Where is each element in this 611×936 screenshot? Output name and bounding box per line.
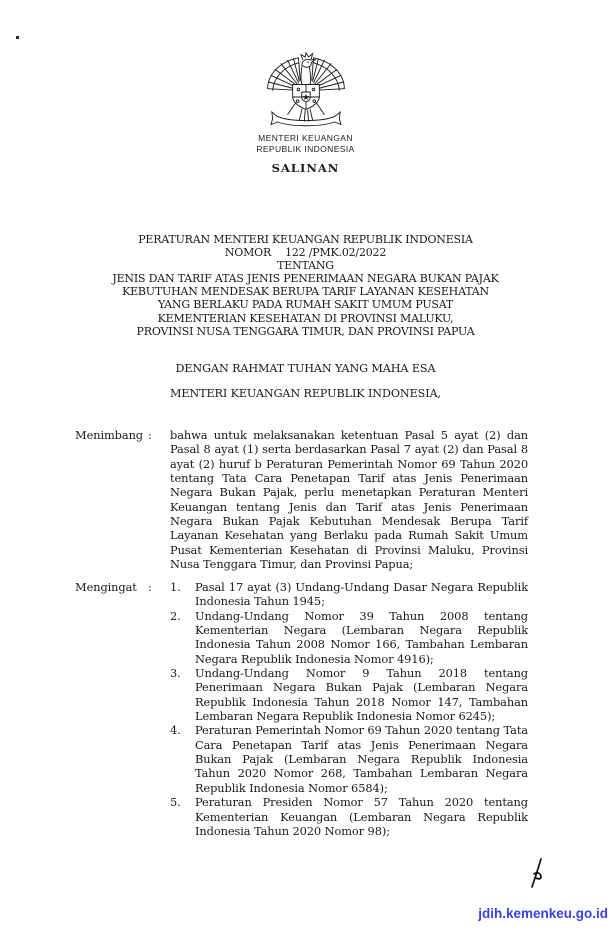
item-number: 4. <box>170 723 181 738</box>
regulation-title <box>0 233 611 338</box>
legal-basis-label: Mengingat <box>75 580 137 594</box>
subject-line: KEBUTUHAN MENDESAK BERUPA TARIF LAYANAN KESEHATAN <box>122 285 489 299</box>
legal-basis-item <box>170 723 528 795</box>
authority-line: MENTERI KEUANGAN REPUBLIK INDONESIA, <box>169 387 442 400</box>
subject-line: KEMENTERIAN KESEHATAN DI PROVINSI MALUKU, <box>157 311 454 325</box>
item-number: 3. <box>170 666 181 681</box>
legal-basis-item <box>170 666 528 723</box>
garuda-pancasila-emblem <box>260 52 352 132</box>
jdih-footer-link[interactable]: jdih.kemenkeu.go.id <box>478 906 608 921</box>
item-text: Undang-Undang Nomor 9 Tahun 2018 tentang Penerimaan Negara Bukan Pajak (Lembaran Negara Republik Indonesia Tahun 2018 Nomor 147, Tambahan Lembaran Negara Republik Indonesia Nomor 6245); <box>195 666 528 724</box>
handwritten-initial-mark <box>527 857 549 891</box>
legal-basis-item <box>170 580 528 609</box>
copy-stamp: SALINAN <box>271 161 340 175</box>
considering-label: Menimbang <box>75 428 143 442</box>
item-number: 1. <box>170 580 181 594</box>
considering-section <box>75 428 528 571</box>
item-text: Pasal 17 ayat (3) Undang-Undang Dasar Negara Republik Indonesia Tahun 1945; <box>195 580 528 609</box>
considering-colon: : <box>148 428 152 442</box>
regulation-title-line: PERATURAN MENTERI KEUANGAN REPUBLIK INDONESIA <box>138 233 473 246</box>
nomor-value: 122 /PMK.02/2022 <box>285 246 387 260</box>
legal-basis-list <box>170 580 528 838</box>
nomor-label: NOMOR <box>224 246 272 260</box>
item-text: Peraturan Presiden Nomor 57 Tahun 2020 tentang Kementerian Keuangan (Lembaran Negara Republik Indonesia Tahun 2020 Nomor 98); <box>195 795 528 838</box>
legal-basis-colon: : <box>148 580 152 594</box>
item-number: 5. <box>170 795 181 810</box>
regulation-number-row <box>0 246 611 259</box>
ministry-name-line2: REPUBLIK INDONESIA <box>256 144 355 154</box>
invocation-line: DENGAN RAHMAT TUHAN YANG MAHA ESA <box>175 362 436 375</box>
subject-line: PROVINSI NUSA TENGGARA TIMUR, DAN PROVINSI PAPUA <box>136 324 475 338</box>
subject-line: YANG BERLAKU PADA RUMAH SAKIT UMUM PUSAT <box>157 298 454 312</box>
item-number: 2. <box>170 608 181 623</box>
item-text: Peraturan Pemerintah Nomor 69 Tahun 2020 tentang Tata Cara Penetapan Tarif atas Jenis Penerimaan Negara Bukan Pajak (Lembaran Negara Republik Indonesia Tahun 2020 Nomor 268, Tambahan Lembaran Negara Republik Indonesia Nomor 6584); <box>195 723 528 795</box>
subject-line: JENIS DAN TARIF ATAS JENIS PENERIMAAN NEGARA BUKAN PAJAK <box>112 272 499 286</box>
ministry-name-line1: MENTERI KEUANGAN <box>258 133 353 143</box>
item-text: Undang-Undang Nomor 39 Tahun 2008 tentang Kementerian Negara (Lembaran Negara Republik Indonesia Tahun 2008 Nomor 166, Tambahan Lembaran Negara Republik Indonesia Nomor 4916); <box>195 608 528 666</box>
ministry-name <box>0 133 611 155</box>
legal-basis-item <box>170 795 528 838</box>
legal-basis-item <box>170 609 528 666</box>
scan-speck <box>16 36 19 39</box>
tentang-label: TENTANG <box>277 259 334 273</box>
legal-basis-section <box>75 580 528 838</box>
considering-text: bahwa untuk melaksanakan ketentuan Pasal 5 ayat (2) dan Pasal 8 ayat (1) serta berdasarkan Pasal 7 ayat (2) dan Pasal 8 ayat (2) huruf b Peraturan Pemerintah Nomor 69 Tahun 2020 tentang Tata Cara Penetapan Tarif atas Jenis Penerimaan Negara Bukan Pajak, perlu menetapkan Peraturan Menteri Keuangan tentang Jenis dan Tarif atas Jenis Penerimaan Negara Bukan Pajak Kebutuhan Mendesak Berupa Tarif Layanan Kesehatan yang Berlaku pada Rumah Sakit Umum Pusat Kementerian Kesehatan di Provinsi Maluku, Provinsi Nusa Tenggara Timur, dan Provinsi Papua; <box>170 428 528 572</box>
